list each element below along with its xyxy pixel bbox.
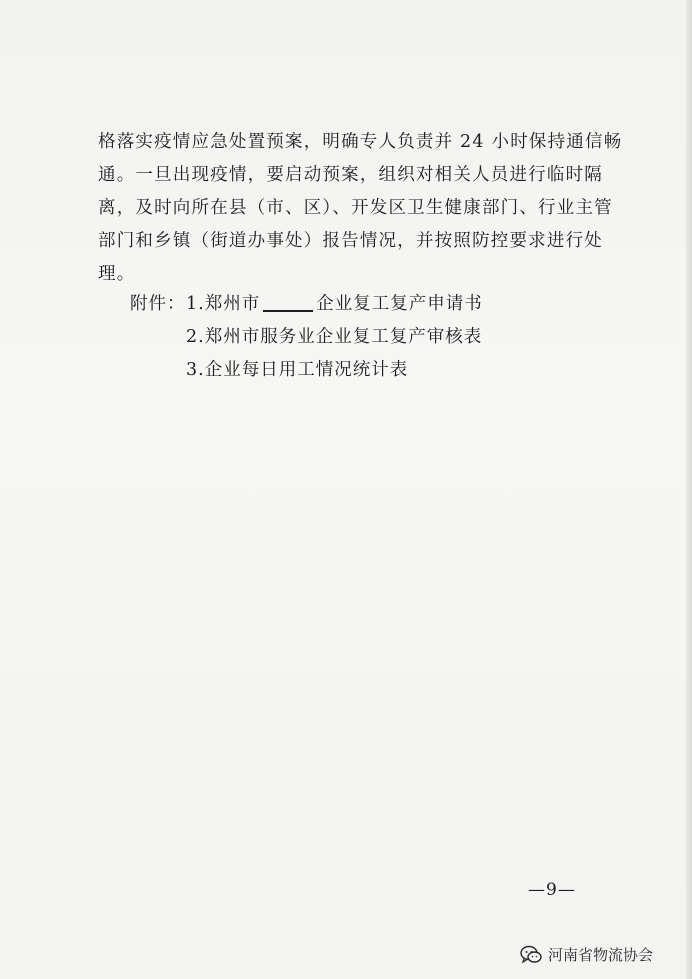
attachment-item-1 xyxy=(130,288,483,321)
attachment-item-2 xyxy=(130,321,483,354)
page-number: —9— xyxy=(528,880,576,900)
watermark xyxy=(520,944,653,965)
attachment-1-prefix: 1.郑州市 xyxy=(186,294,261,314)
wechat-icon xyxy=(520,945,542,965)
fill-in-blank xyxy=(263,310,313,312)
watermark-text: 河南省物流协会 xyxy=(548,946,654,964)
body-line-5: 理。 xyxy=(98,264,136,284)
page-edge-shadow xyxy=(686,0,692,979)
body-line-4: 部门和乡镇（街道办事处）报告情况，并按照防控要求进行处 xyxy=(98,231,603,251)
attachment-1-suffix: 企业复工复产申请书 xyxy=(316,294,483,314)
attachment-item-3 xyxy=(130,354,483,387)
body-paragraph xyxy=(98,126,623,291)
body-line-1: 格落实疫情应急处置预案，明确专人负责并 24 小时保持通信畅 xyxy=(98,132,623,152)
attachments-label: 附件： xyxy=(130,294,186,314)
attachment-2-text: 2.郑州市服务业企业复工复产审核表 xyxy=(186,327,483,347)
attachment-3-text: 3.企业每日用工情况统计表 xyxy=(186,360,409,380)
body-line-2: 通。一旦出现疫情，要启动预案，组织对相关人员进行临时隔 xyxy=(98,165,603,185)
attachments-list xyxy=(130,288,483,387)
body-line-3: 离，及时向所在县（市、区）、开发区卫生健康部门、行业主管 xyxy=(98,198,613,218)
